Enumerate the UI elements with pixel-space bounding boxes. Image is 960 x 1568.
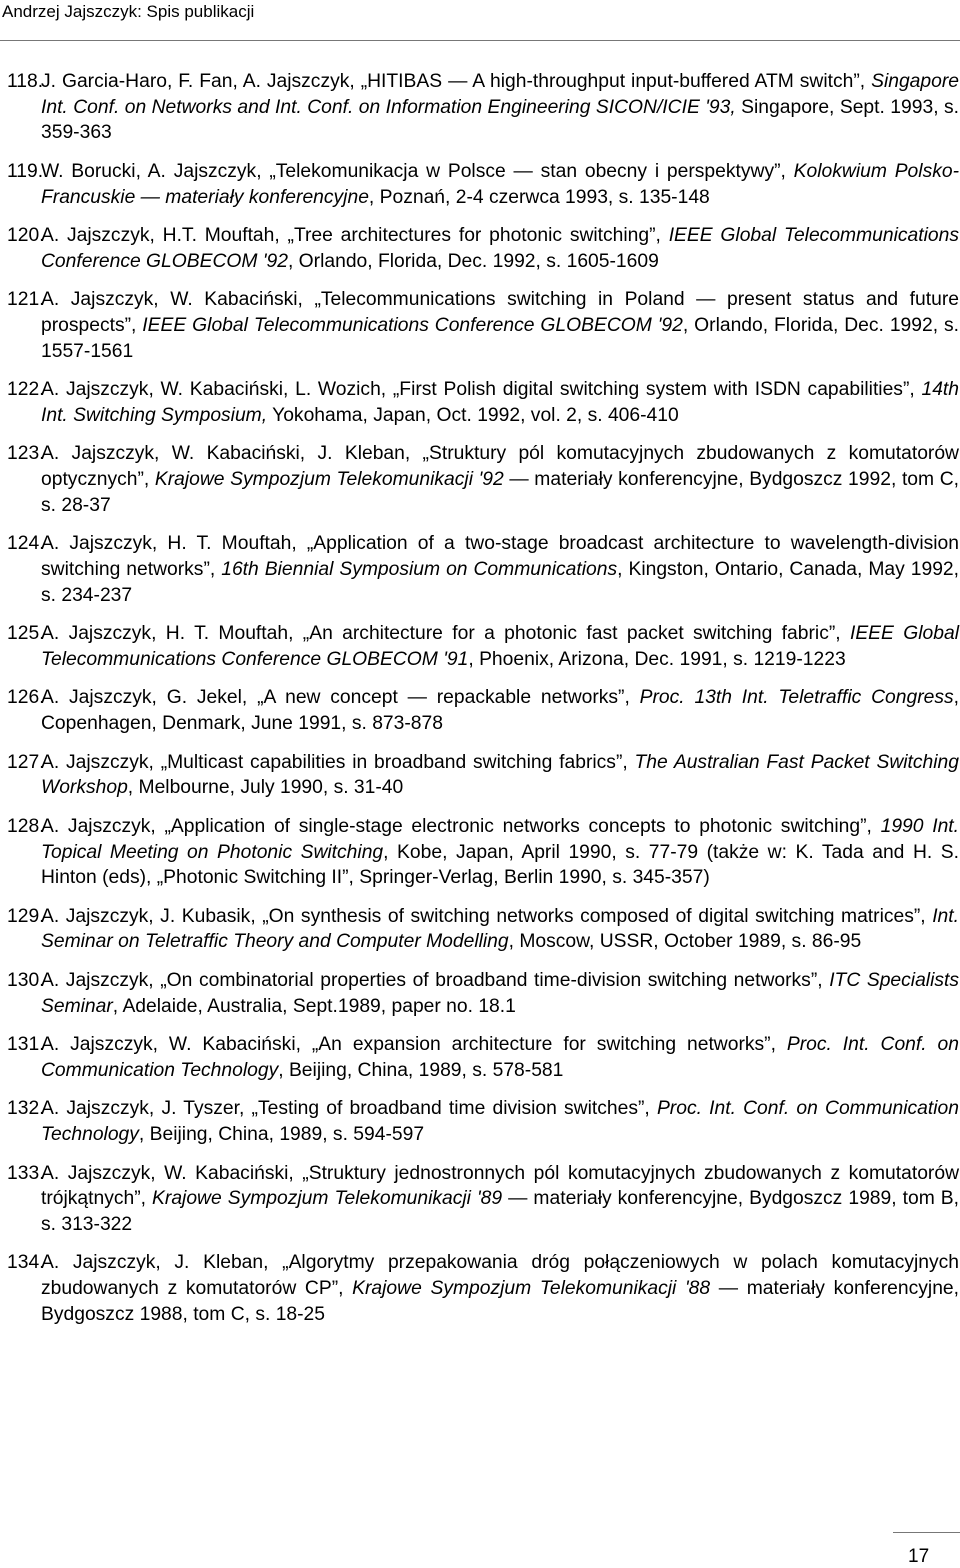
entry-text: , Beijing, China, 1989, s. 578-581 bbox=[278, 1059, 564, 1081]
entry-number: 121. bbox=[7, 289, 45, 311]
entry-number: 125. bbox=[7, 623, 45, 645]
entry-venue: Singapore Int. Conf. on Networks and Int. Conf. on Information Engineering SICON/ICIE '93, bbox=[41, 71, 959, 118]
entry-text: , Copenhagen, Denmark, June 1991, s. 873-878 bbox=[41, 687, 959, 735]
publication-entry bbox=[7, 685, 959, 736]
page-header bbox=[0, 0, 960, 28]
publication-list bbox=[7, 69, 959, 1340]
entry-venue: Proc. Int. Conf. on Communication Technology bbox=[41, 1098, 959, 1146]
publication-entry bbox=[7, 1161, 959, 1238]
publication-entry bbox=[7, 287, 959, 364]
entry-text: , Phoenix, Arizona, Dec. 1991, s. 1219-1223 bbox=[468, 648, 846, 670]
header-divider bbox=[0, 40, 960, 41]
entry-number: 131. bbox=[7, 1034, 45, 1056]
entry-venue: IEEE Global Telecommunications Conference GLOBECOM '92 bbox=[41, 225, 959, 272]
entry-number: 118. bbox=[7, 71, 44, 92]
entry-venue: 16th Biennial Symposium on Communications bbox=[221, 559, 618, 581]
publication-entry bbox=[7, 904, 959, 955]
entry-text: , Melbourne, July 1990, s. 31-40 bbox=[127, 777, 404, 799]
entry-number: 134. bbox=[7, 1252, 45, 1274]
publication-entry bbox=[7, 814, 959, 891]
entry-venue: Kolokwium Polsko-Francuskie — materiały konferencyjne bbox=[41, 160, 959, 208]
entry-number: 129. bbox=[7, 905, 45, 927]
entry-text: — materiały konferencyjne, Bydgoszcz 1992, tom C, s. 28-37 bbox=[41, 469, 959, 516]
entry-number: 120. bbox=[7, 225, 45, 247]
entry-number: 133. bbox=[7, 1162, 45, 1184]
entry-text: A. Jajszczyk, W. Kabaciński, „Struktury jednostronnych pól komutacyjnych zbudowanych z komutatorów trójkątnych”, bbox=[41, 1162, 959, 1210]
entry-number: 126. bbox=[7, 687, 45, 709]
entry-text: , Beijing, China, 1989, s. 594-597 bbox=[138, 1124, 425, 1146]
entry-venue: Krajowe Sympozjum Telekomunikacji '89 bbox=[152, 1188, 503, 1210]
entry-venue: 1990 Int. Topical Meeting on Photonic Switching bbox=[41, 815, 960, 863]
entry-text: , Kingston, Ontario, Canada, May 1992, s. 234-237 bbox=[41, 559, 959, 606]
entry-text: A. Jajszczyk, W. Kabaciński, „Telecommunications switching in Poland — present status and future prospects”, bbox=[41, 289, 959, 337]
publication-entry bbox=[7, 1250, 959, 1327]
entry-text: A. Jajszczyk, „On combinatorial properties of broadband time-division switching networks”, bbox=[41, 969, 830, 991]
entry-venue: Krajowe Sympozjum Telekomunikacji '92 bbox=[154, 469, 504, 491]
entry-text: A. Jajszczyk, H.T. Mouftah, „Tree architectures for photonic switching”, bbox=[41, 225, 669, 247]
entry-text: A. Jajszczyk, J. Tyszer, „Testing of broadband time division switches”, bbox=[41, 1098, 657, 1120]
entry-text: A. Jajszczyk, J. Kubasik, „On synthesis of switching networks composed of digital switching matrices”, bbox=[41, 905, 933, 927]
entry-number: 124. bbox=[7, 533, 45, 555]
entry-text: Yokohama, Japan, Oct. 1992, vol. 2, s. 406-410 bbox=[267, 404, 679, 426]
entry-text: A. Jajszczyk, G. Jekel, „A new concept — repackable networks”, bbox=[41, 687, 640, 709]
entry-text: A. Jajszczyk, W. Kabaciński, „An expansion architecture for switching networks”, bbox=[41, 1034, 787, 1056]
entry-text: , Moscow, USSR, October 1989, s. 86-95 bbox=[508, 931, 862, 953]
entry-text: A. Jajszczyk, J. Kleban, „Algorytmy przepakowania dróg połączeniowych w polach komutacyjnych zbudowanych z komutatorów CP”, bbox=[41, 1252, 959, 1300]
entry-venue: The Australian Fast Packet Switching Workshop bbox=[41, 751, 959, 799]
entry-text: A. Jajszczyk, W. Kabaciński, J. Kleban, „Struktury pól komutacyjnych zbudowanych z komutatorów optycznych”, bbox=[41, 443, 959, 491]
entry-number: 122. bbox=[7, 379, 45, 401]
entry-venue: Proc. 13th Int. Teletraffic Congress bbox=[639, 687, 954, 709]
entry-number: 119. bbox=[7, 160, 44, 182]
publication-entry bbox=[7, 531, 959, 608]
entry-text: W. Borucki, A. Jajszczyk, „Telekomunikacja w Polsce — stan obecny i perspektywy”, bbox=[41, 160, 794, 182]
entry-venue: Krajowe Sympozjum Telekomunikacji '88 bbox=[352, 1278, 711, 1300]
entry-text: A. Jajszczyk, „Application of single-stage electronic networks concepts to photonic switching”, bbox=[41, 815, 881, 837]
entry-text: , Poznań, 2-4 czerwca 1993, s. 135-148 bbox=[368, 186, 710, 208]
entry-text: A. Jajszczyk, W. Kabaciński, L. Wozich, „First Polish digital switching system with ISDN capabilities”, bbox=[41, 379, 922, 401]
publication-entry bbox=[7, 750, 959, 801]
publication-entry bbox=[7, 621, 959, 672]
entry-venue: 14th Int. Switching Symposium, bbox=[41, 379, 959, 426]
publication-entry bbox=[7, 223, 959, 274]
publication-entry bbox=[7, 1032, 959, 1083]
publication-entry bbox=[7, 1096, 959, 1147]
entry-text: J. Garcia-Haro, F. Fan, A. Jajszczyk, „HITIBAS — A high-throughput input-buffered ATM switch”, bbox=[41, 71, 872, 92]
entry-number: 130. bbox=[7, 969, 45, 991]
publication-entry bbox=[7, 69, 959, 146]
entry-text: A. Jajszczyk, „Multicast capabilities in broadband switching fabrics”, bbox=[41, 751, 635, 773]
entry-text: — materiały konferencyjne, Bydgoszcz 1988, tom C, s. 18-25 bbox=[41, 1278, 959, 1325]
entry-venue: Proc. Int. Conf. on Communication Technology bbox=[41, 1034, 960, 1081]
publication-entry bbox=[7, 441, 959, 518]
entry-text: , Kobe, Japan, April 1990, s. 77-79 (także w: K. Tada and H. S. Hinton (eds), „Photonic Switching II”, Springer-Verlag, Berlin 1990, s. 345-357) bbox=[41, 841, 959, 889]
entry-venue: ITC Specialists Seminar bbox=[41, 969, 959, 1017]
entry-number: 127. bbox=[7, 751, 45, 773]
page-header-title: Andrzej Jajszczyk: Spis publikacji bbox=[2, 2, 255, 21]
publication-entry bbox=[7, 159, 959, 210]
entry-text: A. Jajszczyk, H. T. Mouftah, „An architecture for a photonic fast packet switching fabric”, bbox=[41, 623, 850, 645]
publication-entry bbox=[7, 377, 959, 428]
entry-venue: IEEE Global Telecommunications Conference GLOBECOM '92 bbox=[142, 315, 683, 337]
footer-divider bbox=[893, 1532, 960, 1533]
entry-venue: Int. Seminar on Teletraffic Theory and Computer Modelling bbox=[41, 905, 959, 953]
entry-text: , Adelaide, Australia, Sept.1989, paper no. 18.1 bbox=[112, 995, 516, 1017]
entry-number: 123. bbox=[7, 443, 45, 465]
entry-venue: IEEE Global Telecommunications Conference GLOBECOM '91 bbox=[41, 623, 959, 670]
entry-number: 128. bbox=[7, 815, 45, 837]
publication-entry bbox=[7, 968, 959, 1019]
entry-text: Singapore, Sept. 1993, s. 359-363 bbox=[41, 96, 959, 144]
entry-number: 132. bbox=[7, 1098, 45, 1120]
page-number: 17 bbox=[908, 1546, 930, 1567]
entry-text: — materiały konferencyjne, Bydgoszcz 1989, tom B, s. 313-322 bbox=[41, 1188, 960, 1235]
entry-text: A. Jajszczyk, H. T. Mouftah, „Application of a two-stage broadcast architecture to wavelength-division switching networks”, bbox=[41, 533, 959, 581]
entry-text: , Orlando, Florida, Dec. 1992, s. 1605-1609 bbox=[287, 250, 659, 272]
entry-text: , Orlando, Florida, Dec. 1992, s. 1557-1561 bbox=[41, 315, 959, 362]
